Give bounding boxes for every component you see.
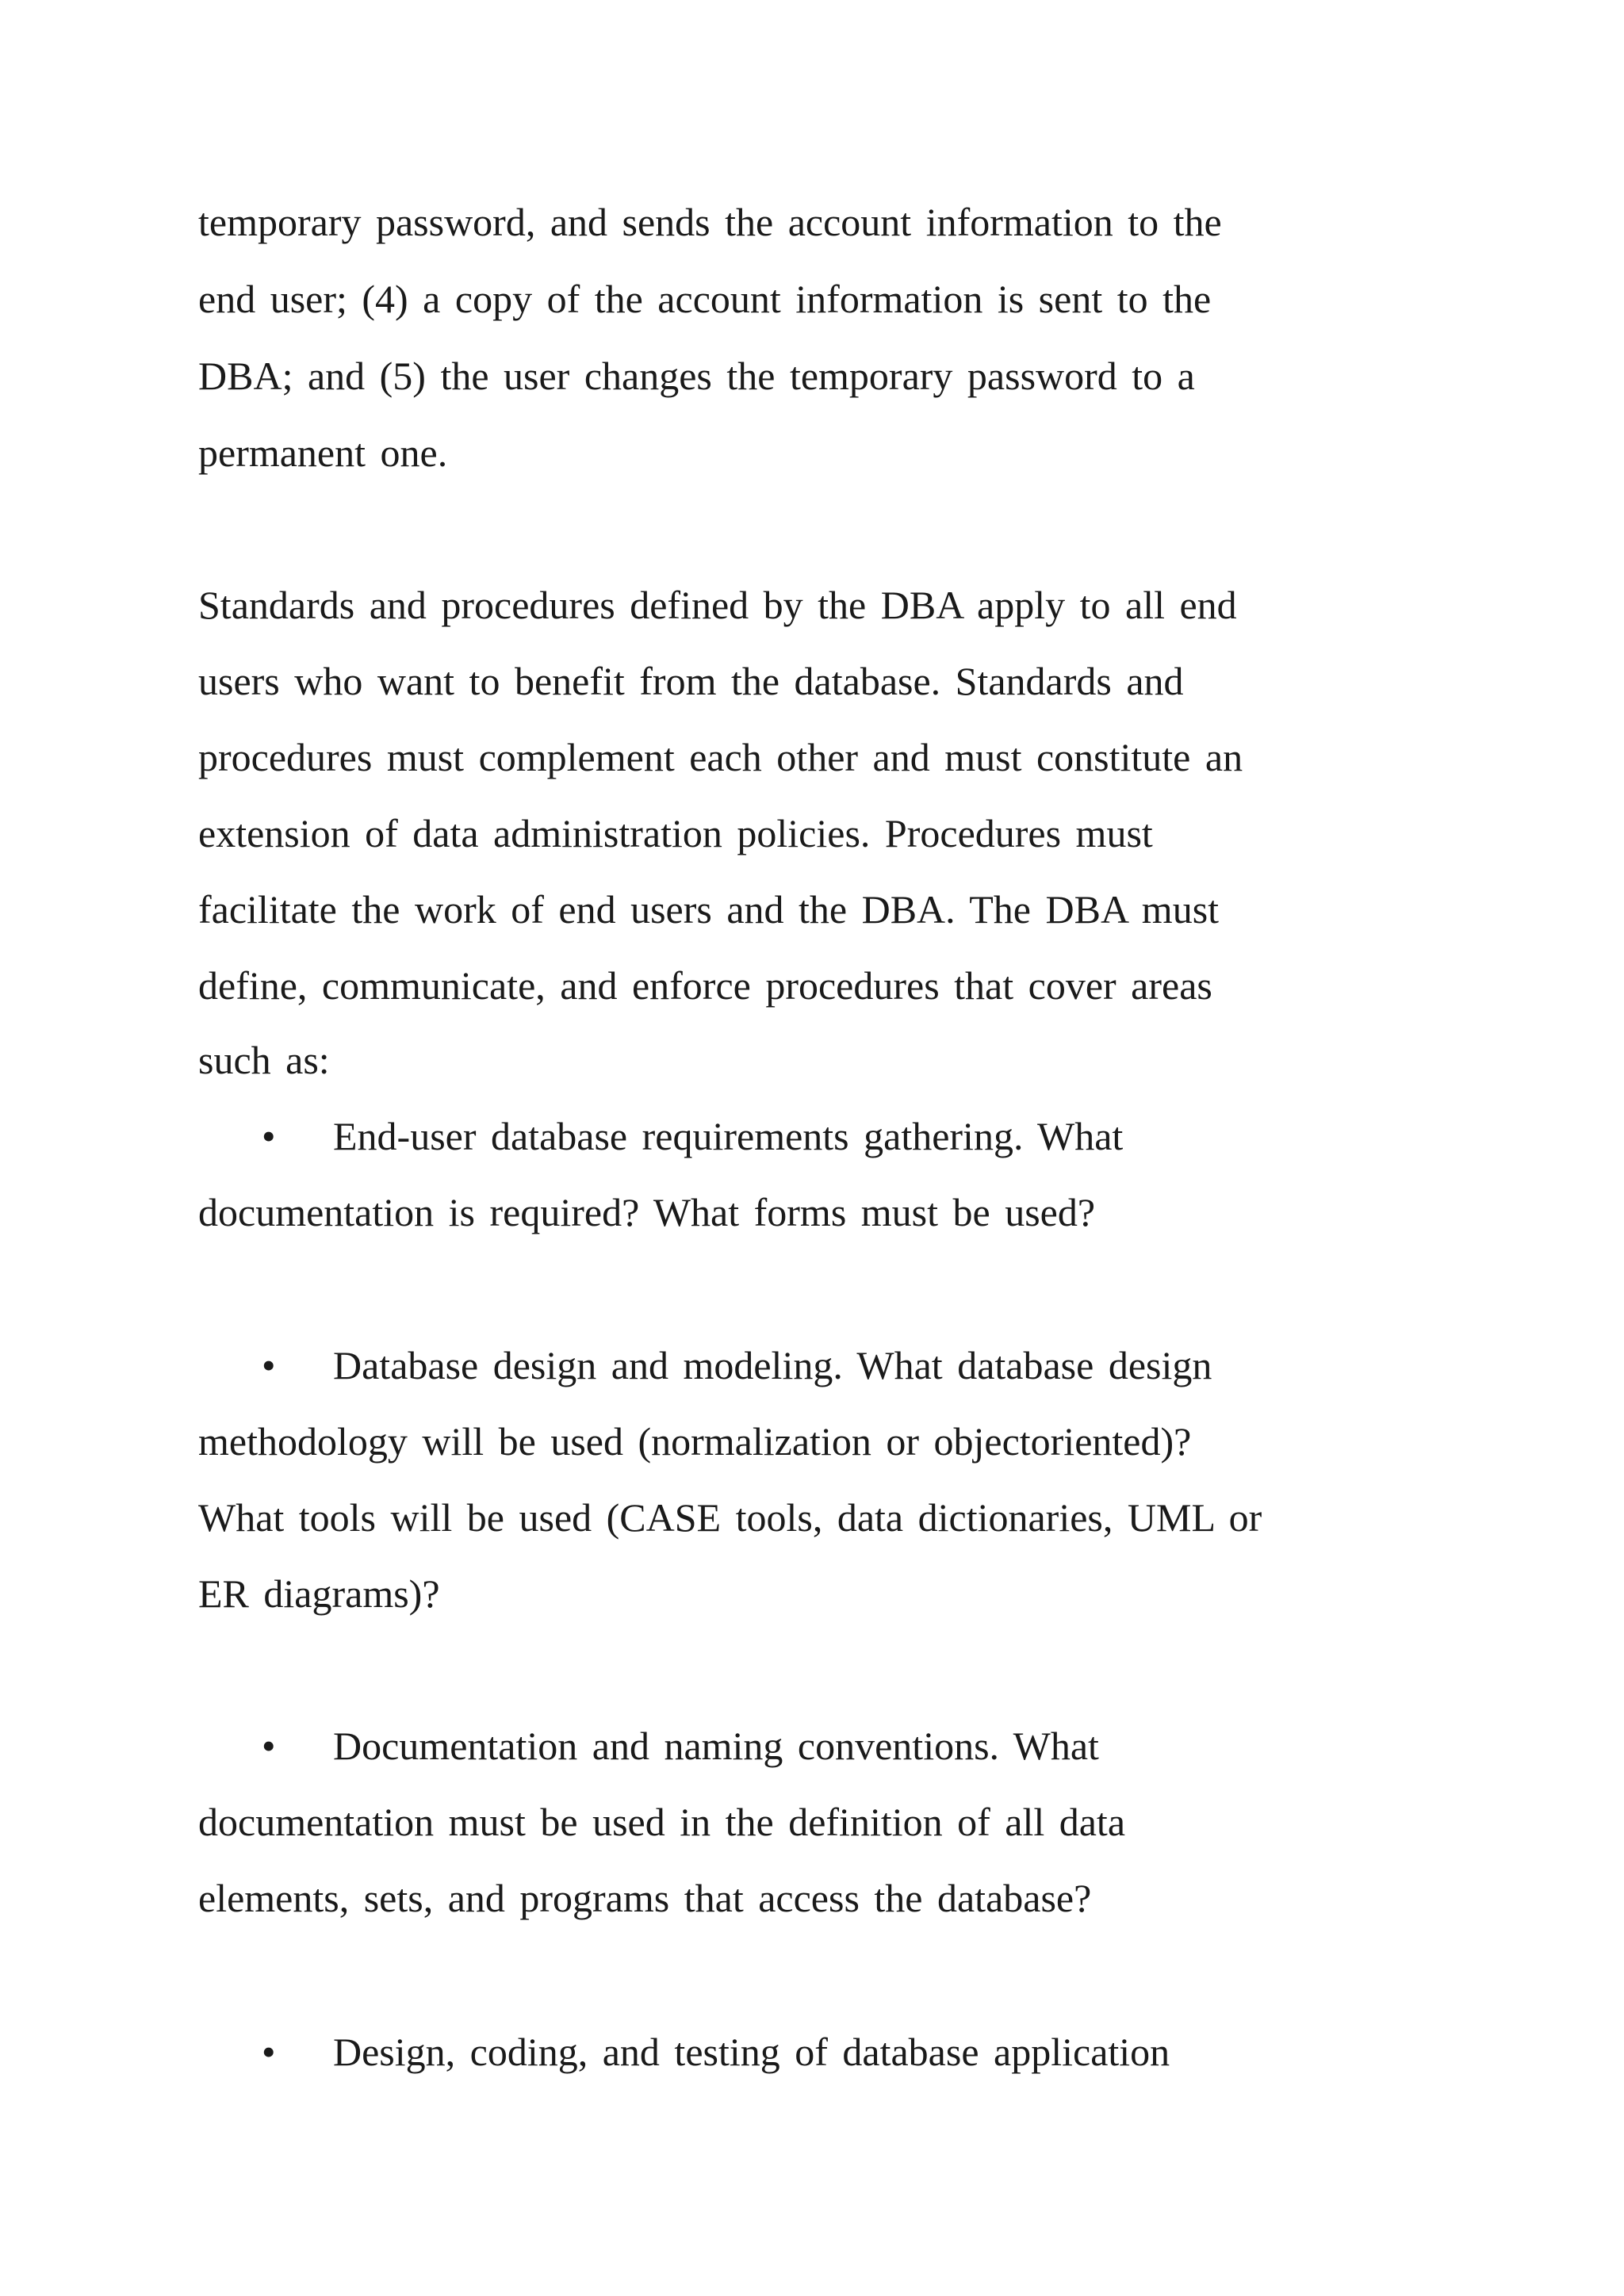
paragraph-line: permanent one. <box>198 430 448 475</box>
paragraph-line: DBA; and (5) the user changes the temporary password to a <box>198 354 1195 398</box>
bullet-continuation-line: documentation must be used in the definition of all data <box>198 1800 1126 1844</box>
paragraph-line: end user; (4) a copy of the account information is sent to the <box>198 277 1212 321</box>
bullet-continuation-line: ER diagrams)? <box>198 1571 440 1616</box>
paragraph-line: users who want to benefit from the database. Standards and <box>198 659 1184 703</box>
paragraph-line: facilitate the work of end users and the DBA. The DBA must <box>198 887 1220 932</box>
bullet-icon: • <box>262 2030 276 2074</box>
paragraph-line: extension of data administration policies. Procedures must <box>198 811 1153 855</box>
paragraph-line: procedures must complement each other and must constitute an <box>198 735 1243 779</box>
bullet-continuation-line: What tools will be used (CASE tools, data dictionaries, UML or <box>198 1495 1262 1540</box>
bullet-first-line: Documentation and naming conventions. What <box>333 1724 1099 1768</box>
bullet-continuation-line: methodology will be used (normalization or objectoriented)? <box>198 1419 1192 1464</box>
bullet-first-line: Database design and modeling. What database design <box>333 1343 1212 1387</box>
bullet-icon: • <box>262 1114 276 1158</box>
paragraph-line: temporary password, and sends the account information to the <box>198 200 1222 244</box>
paragraph-line: Standards and procedures defined by the DBA apply to all end <box>198 583 1237 627</box>
bullet-icon: • <box>262 1343 276 1387</box>
bullet-first-line: End-user database requirements gathering. What <box>333 1114 1124 1158</box>
paragraph-line: such as: <box>198 1038 330 1082</box>
bullet-continuation-line: elements, sets, and programs that access the database? <box>198 1876 1092 1920</box>
paragraph-line: define, communicate, and enforce procedures that cover areas <box>198 963 1212 1008</box>
bullet-first-line: Design, coding, and testing of database application <box>333 2030 1170 2074</box>
bullet-icon: • <box>262 1724 276 1768</box>
bullet-continuation-line: documentation is required? What forms must be used? <box>198 1190 1096 1234</box>
